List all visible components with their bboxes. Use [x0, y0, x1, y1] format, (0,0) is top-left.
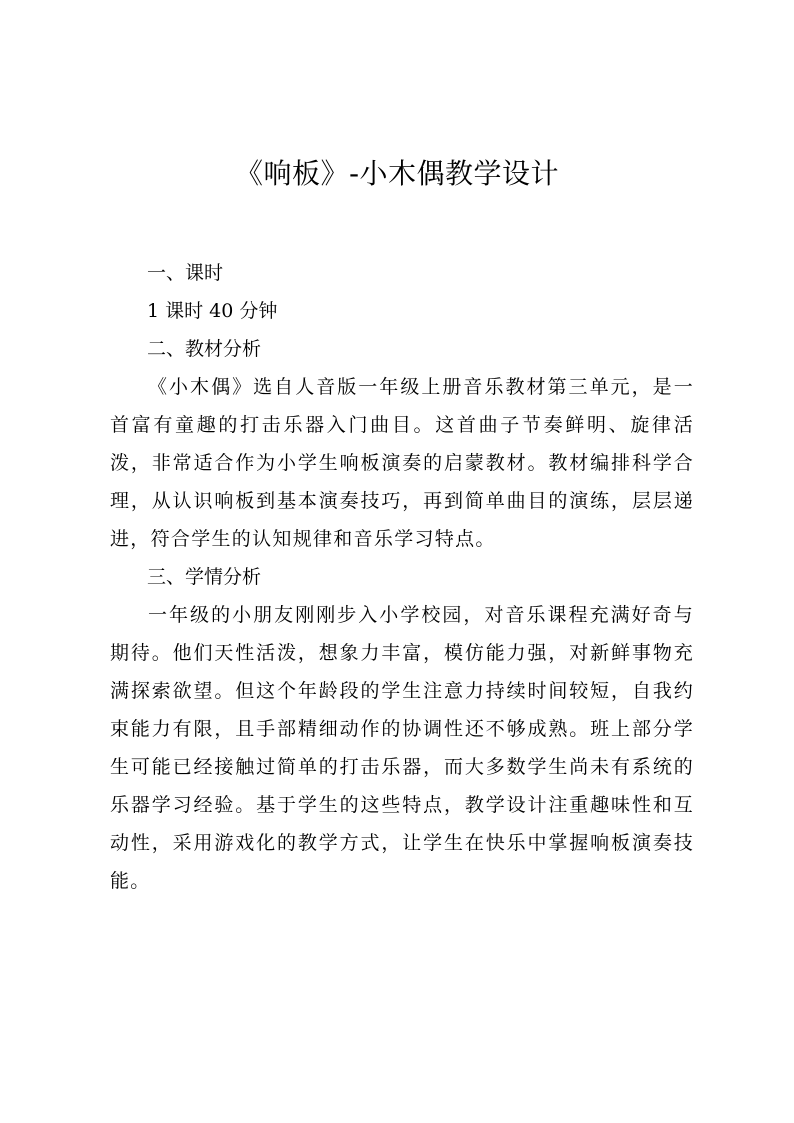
section-heading-learner-analysis: 三、学情分析 [147, 566, 262, 588]
page-title: 《响板》-小木偶教学设计 [234, 157, 560, 190]
textbook-analysis-paragraph: 《小木偶》选自人音版一年级上册音乐教材第三单元，是一首富有童趣的打击乐器入门曲目。这首曲子节奏鲜明、旋律活泼，非常适合作为小学生响板演奏的启蒙教材。教材编排科学合理，从认识响板到基本演奏技巧，再到简单曲目的演练，层层递进，符合学生的认知规律和音乐学习特点。 [110, 376, 694, 550]
document-body [110, 254, 694, 900]
section-heading-textbook-analysis: 二、教材分析 [147, 338, 262, 360]
class-hours-text: 1 课时 40 分钟 [147, 300, 278, 322]
learner-analysis-paragraph: 一年级的小朋友刚刚步入小学校园，对音乐课程充满好奇与期待。他们天性活泼，想象力丰富，模仿能力强，对新鲜事物充满探索欲望。但这个年龄段的学生注意力持续时间较短，自我约束能力有限，且手部精细动作的协调性还不够成熟。班上部分学生可能已经接触过简单的打击乐器，而大多数学生尚未有系统的乐器学习经验。基于学生的这些特点，教学设计注重趣味性和互动性，采用游戏化的教学方式，让学生在快乐中掌握响板演奏技能。 [110, 604, 694, 892]
section-heading-class-hours: 一、课时 [147, 262, 224, 284]
